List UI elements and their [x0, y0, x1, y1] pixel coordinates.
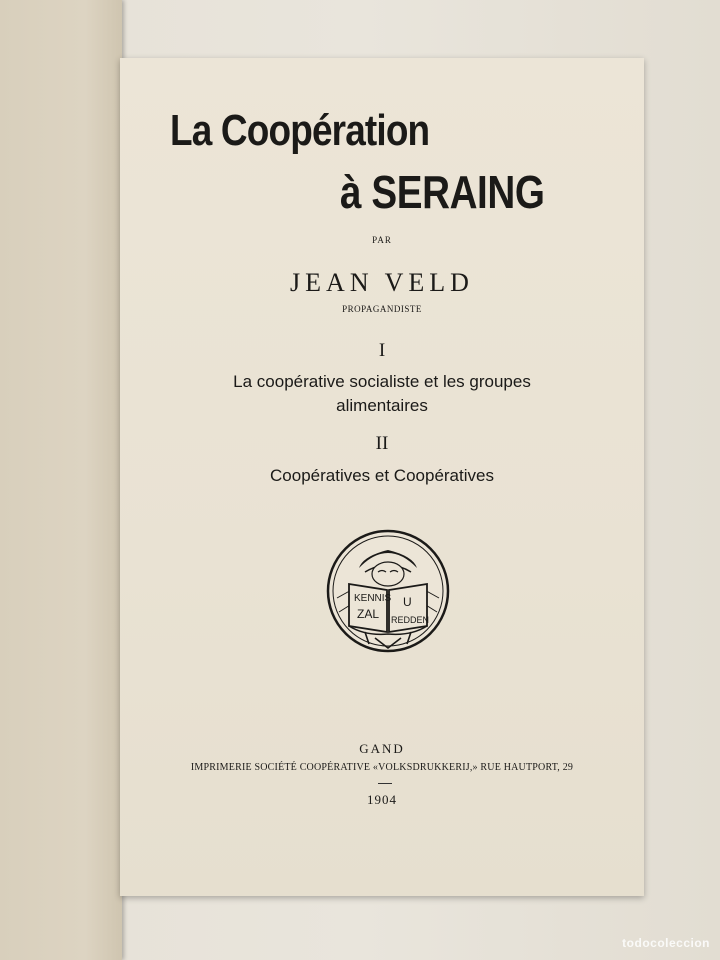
watermark: todocoleccion: [622, 936, 710, 950]
section-2-line-1: Coopératives et Coopératives: [270, 466, 494, 485]
title-line-2: à SERAING: [340, 166, 545, 218]
section-1-line-1: La coopérative socialiste et les groupes: [233, 372, 531, 391]
imprint-year: 1904: [367, 792, 397, 807]
title-line-1: La Coopération: [170, 106, 430, 155]
section-2-numeral: II: [375, 433, 389, 454]
by-label: PAR: [372, 235, 392, 245]
author-role: PROPAGANDISTE: [342, 304, 422, 314]
reader-with-book-emblem-icon: [325, 528, 451, 654]
imprint-divider: [378, 783, 392, 784]
emblem-text-4: REDDEN: [391, 615, 430, 625]
left-cover-page: [0, 0, 122, 960]
emblem-text-1: KENNIS: [354, 593, 392, 604]
imprint-city: GAND: [359, 741, 405, 756]
author-name: JEAN VELD: [290, 268, 474, 297]
imprint-printer: IMPRIMERIE SOCIÉTÉ COOPÉRATIVE «VOLKSDRUKKERIJ,» RUE HAUTPORT, 29: [190, 762, 574, 773]
emblem-text-2: ZAL: [357, 607, 380, 621]
section-1-numeral: I: [378, 340, 386, 361]
section-1-line-2: alimentaires: [336, 396, 428, 415]
emblem-text-3: U: [403, 595, 412, 609]
title-page: [120, 58, 644, 896]
